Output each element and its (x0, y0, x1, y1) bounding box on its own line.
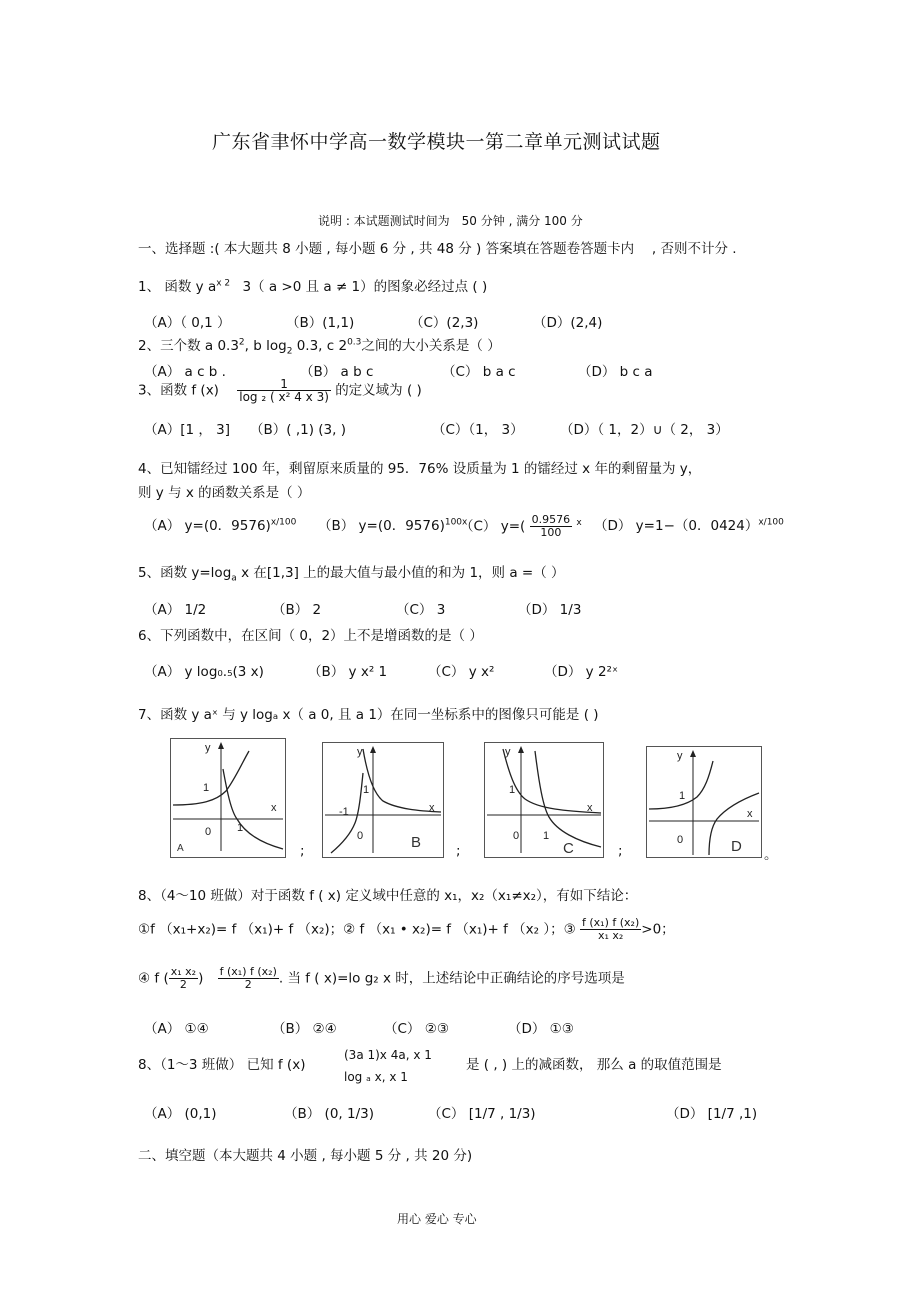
q7-stem: 7、函数 y aˣ 与 y logₐ x（ a 0, 且 a 1）在同一坐标系中的图像只可能是 ( ) (138, 707, 599, 723)
q7-graph-c (484, 742, 604, 858)
section-1-heading: 一、选择题 :( 本大题共 8 小题 , 每小题 6 分 , 共 48 分 ) 答案填在答题卷答题卡内 , 否则不计分 . (138, 241, 737, 257)
q8b-option-a: （A） (0,1) (144, 1106, 217, 1122)
q6-option-d: （D） y 2²ˣ (544, 664, 618, 680)
q8a-frac-3: $\frac{\text{f (x₁) f (x₂)}}{\text{x₁ x₂}}$ (582, 916, 640, 942)
graph-tag: A (177, 843, 184, 854)
q6-option-a: （A） y log₀.₅(3 x) (144, 664, 264, 680)
y-axis-arrow-icon (218, 742, 224, 749)
origin-label: 0 (357, 830, 364, 842)
exam-note: 说明 : 本试题测试时间为 50 分钟 , 满分 100 分 (318, 214, 583, 228)
q1-stem: 1、 函数 y $a^{x 2}$ 3（ a >0 且 a ≠ 1）的图象必经过点 ( ) (138, 278, 488, 295)
q1-option-c: （C）(2,3) (410, 315, 479, 331)
q5-option-b: （B） 2 (272, 602, 322, 618)
y-axis-arrow-icon (518, 746, 524, 753)
y-label: y (357, 746, 363, 758)
q8a-statements-2: ④ f ( $\frac{\text{x₁ x₂}}{2}$ ) $\frac{\text{f (x₁) f (x₂)}}{2}$ . 当 f ( x)=lo g₂ x 时，上述结论中正确结论的序号选项是 (138, 965, 625, 991)
y-label: y (205, 742, 211, 754)
q8a-option-b: （B） ②④ (272, 1021, 337, 1037)
one-label: 1 (203, 782, 210, 794)
q7-graph-a (170, 738, 286, 858)
section-2-heading: 二、填空题（本大题共 4 小题 , 每小题 5 分 , 共 20 分) (138, 1148, 473, 1164)
q7-sep-2: ; (456, 843, 461, 859)
q8b-stem: 8、（1～3 班做） 已知 f (x) (138, 1057, 306, 1073)
q8b-piece-2: log ₐ x, x 1 (344, 1070, 408, 1084)
q8a-stem: 8、（4～10 班做）对于函数 f ( x) 定义域中任意的 x₁，x₂（x₁≠x₂），有如下结论： (138, 888, 638, 904)
q8b-option-c: （C） [1/7 , 1/3) (428, 1106, 536, 1122)
q8b-option-d: （D） [1/7 ,1) (666, 1106, 758, 1122)
q6-option-b: （B） y x² 1 (308, 664, 388, 680)
q6-option-c: （C） y x² (428, 664, 495, 680)
q8b-piecewise (344, 1044, 432, 1088)
one-label: 1 (363, 784, 370, 796)
origin-label: 0 (513, 830, 520, 842)
q8a-option-c: （C） ②③ (384, 1021, 449, 1037)
q8a-statements-1: ①f （x₁+x₂)= f （x₁)+ f （x₂)；② f （x₁ • x₂)= f （x₁)+ f （x₂ ）；③ $\frac{\text{f (x₁) f (x₂)}}{\text{x₁ x₂}}$ >0； (138, 916, 675, 942)
q5-option-d: （D） 1/3 (518, 602, 582, 618)
q8b-option-b: （B） (0, 1/3) (284, 1106, 374, 1122)
q8a-frac-4b: $\frac{\text{f (x₁) f (x₂)}}{2}$ (219, 965, 277, 991)
q4-option-c: （C） y=( $\frac{0.9576}{100}$ $^x$ (460, 513, 582, 539)
q8a-option-d: （D） ①③ (508, 1021, 574, 1037)
q2-option-d: （D） b c a (578, 364, 653, 380)
q4-option-d: （D） y=1−（0．0424）$^{x/100}$ (594, 517, 784, 534)
q3-stem: 3、函数 f (x) $\frac{1}{\text{log ₂ ( x² 4 x 3)}}$ 的定义域为 ( ) (138, 377, 422, 404)
q5-option-a: （A） 1/2 (144, 602, 207, 618)
one-label: 1 (679, 790, 686, 802)
q5-option-c: （C） 3 (396, 602, 446, 618)
y-axis-arrow-icon (370, 746, 376, 753)
graph-tag: C (563, 840, 574, 857)
page-footer: 用心 爱心 专心 (397, 1212, 477, 1226)
q3-option-a: （A）[1 ， 3] (144, 422, 231, 438)
x-label: x (271, 802, 277, 814)
graph-tag: B (411, 834, 422, 851)
x-label: x (429, 802, 435, 814)
one-label: 1 (509, 784, 516, 796)
q8b-piece-1: (3a 1)x 4a, x 1 (344, 1048, 432, 1062)
q4-option-a: （A） y=(0．9576)$^{x/100}$ (144, 517, 297, 534)
x-label: x (587, 802, 593, 814)
q2-stem: 2、三个数 a $0.3^2$, b $\log_2 0.3$, c $2^{0.3}$之间的大小关系是（ ） (138, 337, 501, 357)
q1-option-d: （D）(2,4) (533, 315, 603, 331)
q7-graph-b (322, 742, 444, 858)
q3-option-d: （D）（ 1，2）∪（ 2， 3） (560, 422, 729, 438)
q3-option-b: （B）( ,1) (3, ) (250, 422, 346, 438)
q4-option-b: （B） y=(0．9576)$^{100x}$ (318, 517, 468, 534)
q4-line2: 则 y 与 x 的函数关系是（ ） (138, 485, 311, 501)
q2-option-c: （C） b a c (442, 364, 516, 380)
q1-option-a: （A）（ 0,1 ） (144, 315, 231, 331)
y-axis-arrow-icon (690, 750, 696, 757)
graph-tag: D (731, 838, 742, 855)
q6-stem: 6、下列函数中，在区间（ 0，2）上不是增函数的是（ ） (138, 628, 483, 644)
page-title: 广东省聿怀中学高一数学模块一第二章单元测试试题 (212, 131, 661, 153)
origin-label: 0 (677, 834, 684, 846)
minus-one-label: -1 (339, 806, 349, 818)
q7-sep-3: ; (618, 843, 623, 859)
q5-stem: 5、函数 $y=\log_a$ x 在[1,3] 上的最大值与最小值的和为 1，则 a =（ ） (138, 565, 565, 584)
q8a-option-a: （A） ①④ (144, 1021, 209, 1037)
y-label: y (677, 750, 683, 762)
q4-line1: 4、已知镭经过 100 年，剩留原来质量的 95．76% 设质量为 1 的镭经过 x 年的剩留量为 y， (138, 461, 702, 477)
q3-fraction: $\frac{1}{\text{log ₂ ( x² 4 x 3)}}$ (239, 377, 329, 404)
q7-sep-1: ; (300, 843, 305, 859)
q2-option-a: （A） a c b . (144, 364, 226, 380)
q3-option-c: （C）（1， 3） (432, 422, 524, 438)
q8b-stem-end: 是 ( , ) 上的减函数， 那么 a 的取值范围是 (466, 1057, 722, 1073)
q7-graph-d (646, 746, 762, 858)
q8a-frac-4a: $\frac{\text{x₁ x₂}}{2}$ (170, 965, 197, 991)
y-label: y (505, 746, 511, 758)
q1-option-b: （B）(1,1) (286, 315, 355, 331)
origin-label: 0 (205, 826, 212, 838)
exp-curve (173, 751, 249, 805)
x-one-label: 1 (543, 830, 550, 842)
q7-end-mark: 。 (764, 847, 778, 863)
q2-option-b: （B） a b c (300, 364, 374, 380)
x-label: x (747, 808, 753, 820)
q4-c-fraction: $\frac{0.9576}{100}$ (531, 513, 571, 539)
x-one-label: 1 (237, 822, 244, 834)
